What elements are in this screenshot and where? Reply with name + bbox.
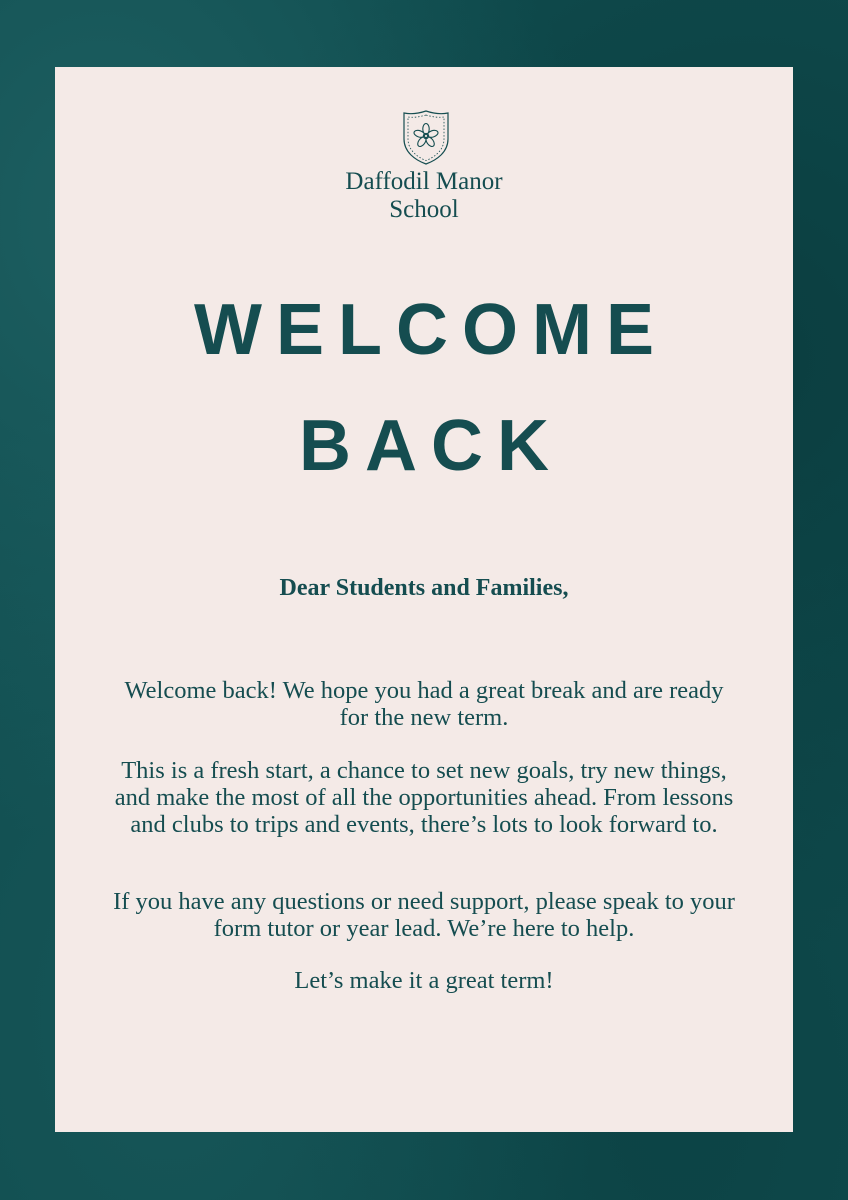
school-name-line2: School (389, 196, 459, 223)
letter-paragraph-closing: Let’s make it a great term! (294, 967, 554, 994)
letter-salutation: Dear Students and Families, (279, 575, 569, 601)
headline-welcome: WELCOME (194, 290, 668, 370)
letter-paragraph-welcome: Welcome back! We hope you had a great break and are ready for the new term. (124, 677, 724, 731)
letter-paragraph-support: If you have any questions or need support, please speak to your form tutor or year lead. We’re here to help. (113, 888, 735, 942)
school-name-line1: Daffodil Manor (345, 168, 503, 195)
welcome-card (55, 67, 793, 1132)
headline-back: BACK (299, 406, 563, 486)
letter-paragraph-fresh-start: This is a fresh start, a chance to set new goals, try new things, and make the most of all the opportunities ahead. From lessons and clubs to trips and events, there’s lots to look forward to. (114, 757, 734, 838)
shield-flower-icon (401, 109, 451, 166)
